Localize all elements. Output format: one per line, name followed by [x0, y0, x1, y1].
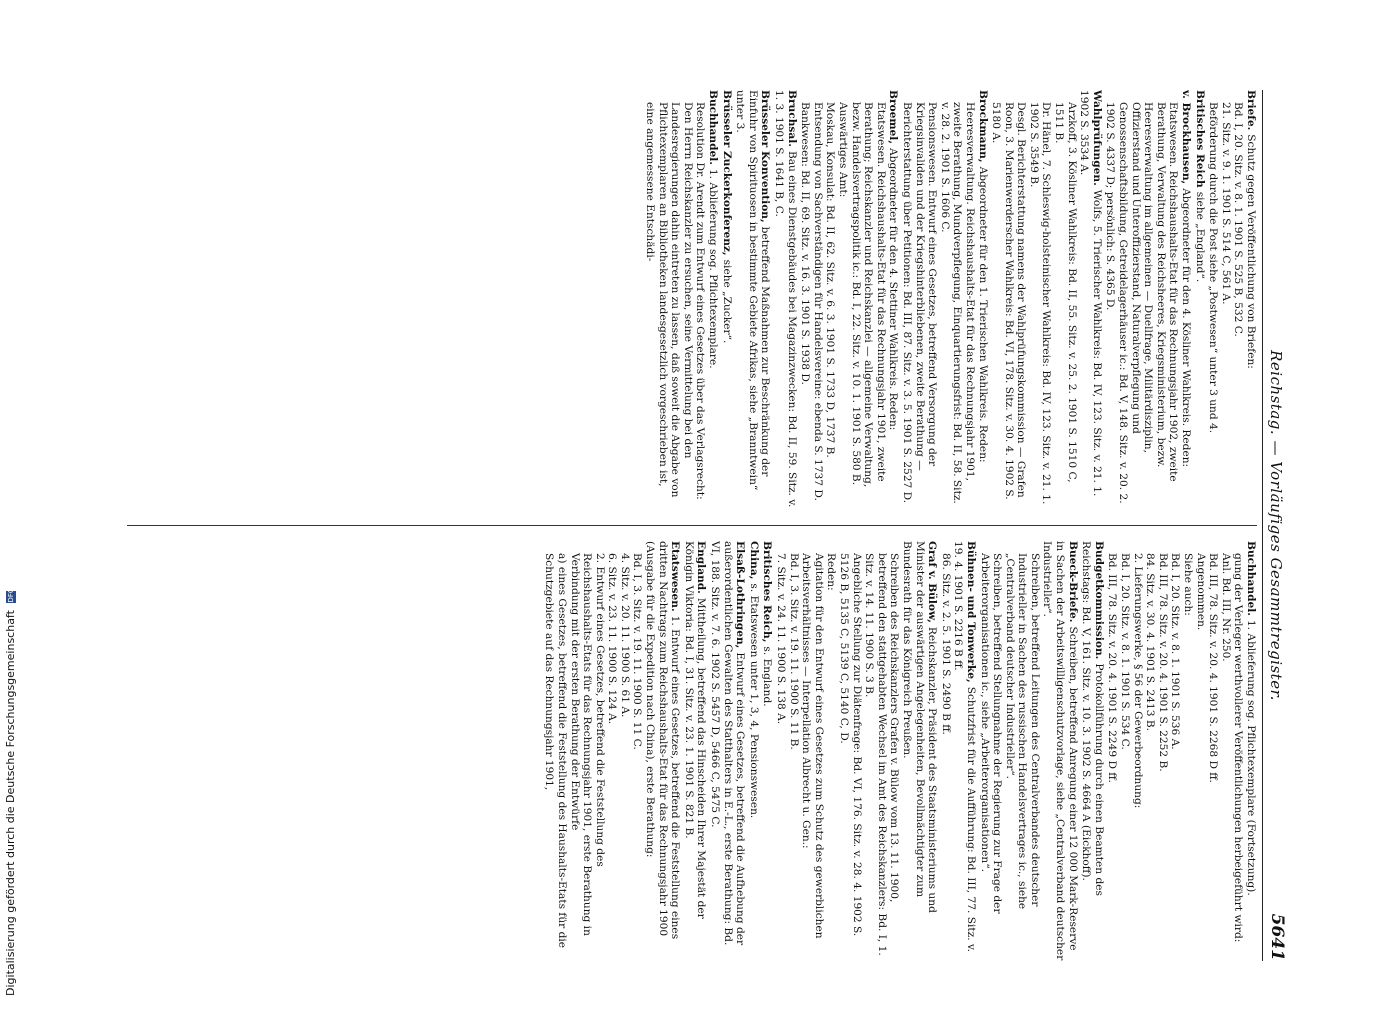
entry-line: Etatswesen. Reichshaushalts-Etat für das Rechnungsjahr 1901, zweite Berathung; Reichskanzler und Reichskanzlei — allgemeine Verwaltung, bezw. Handelsvertragspolitik ic.: Bd. I, 22. Sitz. v. 10. 1. 1901 S. 580 B.: [849, 102, 887, 488]
entry-line: 1. Ablieferung sog. Pflichtexemplare.: [707, 168, 720, 369]
entry-line: Schutz gegen Veröffentlichung von Briefen:: [1245, 134, 1257, 369]
right-column: [117, 541, 1257, 961]
header-rule: [1262, 90, 1263, 961]
register-entry: [978, 541, 1079, 961]
entry-line: Abgeordneter für den 1. Trierischen Wahlkreis. Reden:: [976, 166, 989, 463]
register-entry: [1193, 90, 1206, 510]
left-column: [117, 90, 1257, 510]
entry-line: Bd. I, 20. Sitz. v. 8. 1. 1901 S. 525 B, 532 C.: [1232, 102, 1245, 337]
entry-heading: Etatswesen.: [669, 541, 682, 612]
entry-line: Beförderung durch die Post siehe „Postwesen“ unter 3 und 4.: [1207, 102, 1220, 434]
entry-heading: Wahlprüfungen.: [1090, 90, 1103, 186]
entry-line: 4. Sitz. v. 20. 11. 1900 S. 61 A.: [618, 553, 631, 718]
entry-line: Pensionswesen. Entwurf eines Gesetzes, betreffend Versorgung der Kriegsinvaliden und der Kriegshinterbliebenen, zweite Berathung — Berichterstattung über Petitionen: Bd. III, 87. Sitz. v. 3. 5. 1901 S. 2527 D.: [900, 102, 939, 504]
register-entry: [1207, 90, 1257, 510]
document-page: [117, 78, 1287, 973]
footer-note-text: Digitalisierung gefördert durch die Deutsche Forschungsgemeinschaft: [4, 610, 17, 996]
page-number: 5641: [1267, 913, 1287, 961]
page-header: [1263, 90, 1287, 961]
entry-line: Schreiben, betreffend Leitungen des Centralverbandes deutscher Industrieller in Sachen des russischen Handelsvertrages ic., siehe „Centralverband deutscher Industrieller“.: [1003, 553, 1041, 910]
register-entry: [734, 90, 772, 510]
register-entry: [774, 541, 938, 961]
column-divider: [127, 525, 1257, 526]
entry-heading: Brockmann,: [976, 90, 989, 163]
register-entry: [720, 90, 733, 510]
header-title: Reichstag. — Vorläufiges Gesammtregister.: [1267, 350, 1285, 701]
dfg-logo-icon: DFG: [7, 587, 15, 603]
entry-heading: Bueck-Briefe.: [1066, 541, 1079, 623]
entry-line: Auswärtiges Amt:: [837, 102, 849, 198]
entry-line: Entwurf eines Gesetzes, betreffend die Aufhebung der außerordentlichen Gewalten des Statthalters in E.-L., erste Berathung: Bd. VI, 188. Sitz. v. 7. 6. 1902 S. 5457 D, 5466 C, 5475 C.: [709, 541, 747, 946]
register-entry: [747, 541, 760, 961]
entry-heading: England.: [695, 541, 708, 594]
register-entry: [772, 90, 797, 510]
entry-heading: Brüsseler Zuckerkonferenz,: [720, 90, 733, 256]
entry-line: Schreiben des Reichskanzlers Grafen v. Bülow vom 13. 11. 1900, betreffend den stattgehabten Wechsel im Amt des Reichskanzlers: Bd. I, 1. Sitz. v. 14. 11. 1900 S. 3 B.: [863, 553, 901, 956]
register-entry: [1080, 541, 1105, 961]
entry-line: Wolfs, 5. Trierischer Wahlkreis: Bd. IV, 123. Sitz. v. 21. 1. 1902 S. 3534 A.: [1078, 90, 1103, 497]
register-entry: [682, 541, 707, 961]
entry-heading: China,: [747, 541, 760, 580]
entry-line: Schreiben, betreffend Anregung einer 12 000 Mark-Reserve in Sachen der Arbeitswilligenschutzvorlage, siehe „Centralverband deutscher Industrieller“.: [1041, 541, 1079, 961]
entry-line: Schreiben, betreffend Stellungnahme der Regierung zur Frage der Arbeiterorganisationen ic., siehe „Arbeiterorganisationen“.: [978, 553, 1004, 914]
entry-line: Bau eines Dienstgebäudes bei Magazinzwecken: Bd. II, 59. Sitz. v. 1. 3. 1901 S. 1641 B, C.: [773, 90, 798, 508]
entry-line: Arzkoff, 3. Kösliner Wahlkreis: Bd. II, 55. Sitz. v. 25. 2. 1901 S. 1510 C, 1511 B.: [1053, 102, 1078, 483]
register-entry: [543, 541, 682, 961]
entry-line: 86. Sitz. v. 2. 5. 1901 S. 2490 B ff.: [939, 553, 952, 735]
entry-line: Dr. Hänel, 7. Schleswig-holsteinischer Wahlkreis: Bd. IV, 123. Sitz. v. 21. 1. 1902 S. 3549 B.: [1027, 102, 1053, 505]
entry-heading: Brüsseler Konvention,: [759, 90, 772, 223]
entry-line: Entsendung von Sachverständigen für Handelsvereine: ebenda S. 1737 D.: [811, 102, 824, 501]
entry-line: 1. Ablieferung sog. Pflichtexemplare (Fortsetzung).: [1245, 619, 1257, 896]
entry-line: gung der Verleger werthvollerer Veröffentlichungen herbeigeführt wird: Anl. Bd. III, Nr. 250.: [1219, 553, 1245, 943]
entry-line: Abgeordneter für den 4. Kösliner Wahlkreis. Reden:: [1180, 188, 1193, 468]
register-entry: [1106, 541, 1257, 961]
entry-line: Bd. III, 78. Sitz. v. 20. 4. 1901 S. 2268 D ff.: [1207, 553, 1220, 783]
entry-heading: Bruchsal.: [785, 90, 798, 147]
entry-heading: Budgetkommission.: [1092, 541, 1105, 660]
register-entry: [644, 90, 720, 510]
entry-line: 2. Lieferungswerke, § 56 der Gewerbeordnung:: [1131, 553, 1144, 809]
entry-line: 6. Sitz. v. 23. 11. 1900 S. 124 A.: [606, 553, 619, 725]
entry-line: siehe „Zucker“.: [720, 259, 733, 344]
entry-line: Resolution Dr. Arendt zum Entwurf eines Gesetzes über das Verlagsrecht: Den Herrn Reichskanzler zu ersuchen, seine Vermittelung bei den Landesregierungen dahin eintreten zu lassen, daß soweit die Abgabe von Pflichtexemplaren an Bibliotheken landesgesetzlich vorgeschrieben ist, eine angemessene Entschädi-: [644, 102, 707, 500]
entry-heading: Broemel,: [887, 90, 900, 145]
entry-line: Agitation für den Entwurf eines Gesetzes zum Schutz des gewerblichen Arbeitsverhältnisses — Interpellation Albrecht u. Gen.:: [800, 553, 825, 939]
entry-line: a) eines Gesetzes, betreffend die Feststellung des Haushalts-Etats für die Schutzgebiete auf das Rechnungsjahr 1901,: [543, 553, 568, 949]
entry-heading: v. Brockhausen,: [1180, 90, 1193, 185]
register-entry: [761, 541, 774, 961]
register-entry: [939, 541, 977, 961]
entry-line: Siehe auch:: [1182, 553, 1195, 616]
register-entry: [799, 90, 900, 510]
entry-heading: Buchhandel.: [1245, 541, 1257, 616]
entry-heading: Bühnen- und Tonwerke,: [964, 541, 977, 683]
entry-line: s. Etatswesen unter 1, 3, 4, Pensionswesen.: [747, 583, 760, 819]
entry-heading: Buchhandel.: [707, 90, 720, 165]
entry-heading: Britisches Reich: [1193, 90, 1206, 188]
entry-line: siehe „England“.: [1193, 191, 1206, 283]
entry-line: Bd. III, 78. Sitz. v. 20. 4. 1901 S. 2252 B.: [1156, 553, 1169, 772]
entry-line: 84. Sitz. v. 30. 4. 1901 S. 2413 B.: [1144, 553, 1157, 732]
register-entry: [900, 90, 988, 510]
entry-line: Bd. I, 3. Sitz. v. 19. 11. 1900 S. 11 B.: [787, 553, 800, 750]
entry-line: s. England.: [761, 646, 774, 707]
entry-line: 1. Entwurf eines Gesetzes, betreffend die Feststellung eines dritten Nachtrags zum Reichshaushalts-Etat für das Rechnungsjahr 1900 (Ausgabe für die Expedition nach China), erste Berathung:: [644, 541, 682, 940]
entry-line: Reden:: [825, 553, 838, 591]
register-entry: [990, 90, 1103, 510]
entry-line: Bd. III, 78. Sitz. v. 20. 4. 1901 S. 2249 D ff.: [1106, 553, 1119, 783]
entry-heading: Graf v. Bülow,: [926, 541, 939, 623]
entry-heading: Britisches Reich,: [761, 541, 774, 643]
entry-line: Protokollführung durch einen Beamten des Reichstags: Bd. V, 161. Sitz. v. 10. 3. 1902 S. 4664 A (Eickhoff).: [1080, 541, 1105, 896]
entry-line: Heeresverwaltung. Reichshaushalts-Etat für das Rechnungsjahr 1901, zweite Berathung, Mundverpflegung, Einquartierungsfrist: Bd. II, 58. Sitz. v. 28. 2. 1901 S. 1606 C.: [938, 102, 976, 504]
entry-line: Bd. I, 20. Sitz. v. 8. 1. 1901 S. 536 A.: [1169, 553, 1182, 750]
entry-line: Schutzfrist für die Aufführung: Bd. III, 77. Sitz. v. 19. 4. 1901 S. 2216 B ff.: [952, 541, 977, 953]
entry-heading: Briefe.: [1245, 90, 1257, 131]
entry-line: Etatswesen. Reichshaushalts-Etat für das Rechnungsjahr 1902, zweite Berathung, Verwaltung des Reichsheeres, Kriegsministerium, bezw. Heeresverwaltung im allgemeinen — Duellfrage, Militärdisziplin, Offizierstand und Unteroffizierstand, Naturalverpflegung und Genossenschaftsbildung, Getreidelagerhäuser ic.: Bd. V, 148. Sitz. v. 20. 2. 1902 S. 4337 D; persönlich: S. 4365 D.: [1104, 102, 1180, 504]
entry-line: 2. Entwurf eines Gesetzes, betreffend die Feststellung des Reichshaushalts-Etats für das Rechnungsjahr 1901, erste Berathung in Verbindung mit der ersten Berathung der Entwürfe: [568, 553, 606, 936]
entry-line: Mittheilung, betreffend das Hinscheiden Ihrer Majestät der Königin Viktoria: Bd. I, 31. Sitz. v. 23. 1. 1901 S. 821 B.: [682, 541, 708, 919]
register-entry: [708, 541, 746, 961]
entry-line: 21. Sitz. v. 9. 1. 1901 S. 514 C, 561 A.: [1219, 102, 1232, 305]
entry-line: betreffend Maßnahmen zur Beschränkung der Einfuhr von Spirituosen in bestimmte Gebiete Afrikas, siehe „Branntwein“ unter 3.: [734, 90, 772, 491]
entry-line: Bd. I, 20. Sitz. v. 8. 1. 1901 S. 534 C.: [1119, 553, 1132, 750]
entry-heading: Elsaß-Lothringen,: [734, 541, 747, 649]
entry-line: Angebliche Stellung zur Diätenfrage: Bd. VI, 176. Sitz. v. 28. 4. 1902 S. 5126 B, 5135 C, 5139 C, 5140 C, D.: [838, 553, 863, 937]
entry-line: Desgl. Berichterstattung namens der Wahlprüfungskommission — Grafen Roon, 3. Marienwerderscher Wahlkreis: Bd. VI, 178. Sitz. v. 30. 4. 1902 S. 5180 A.: [990, 102, 1028, 500]
entry-line: Bankwesen: Bd. II, 69. Sitz. v. 16. 3. 1901 S. 1938 D.: [799, 102, 812, 385]
entry-line: Abgeordneter für den 4. Stettiner Wahlkreis. Reden:: [887, 148, 900, 431]
footer-note: [4, 0, 17, 996]
register-entry: [1104, 90, 1192, 510]
entry-line: 7. Sitz. v. 24. 11. 1900 S. 138 A.: [775, 553, 788, 725]
entry-line: Angenommen.: [1194, 553, 1207, 631]
entry-line: Moskau, Konsulat: Bd. II, 62. Sitz. v. 6. 3. 1901 S. 1733 D, 1737 B.: [824, 102, 837, 458]
entry-line: Reichskanzler, Präsident des Staatsministeriums und Minister der auswärtigen Angelegenheiten, Bevollmächtigter zum Bundesrath für das Königreich Preußen.: [900, 541, 939, 913]
entry-line: Bd. I, 3. Sitz. v. 19. 11. 1900 S. 11 C.: [631, 553, 644, 750]
